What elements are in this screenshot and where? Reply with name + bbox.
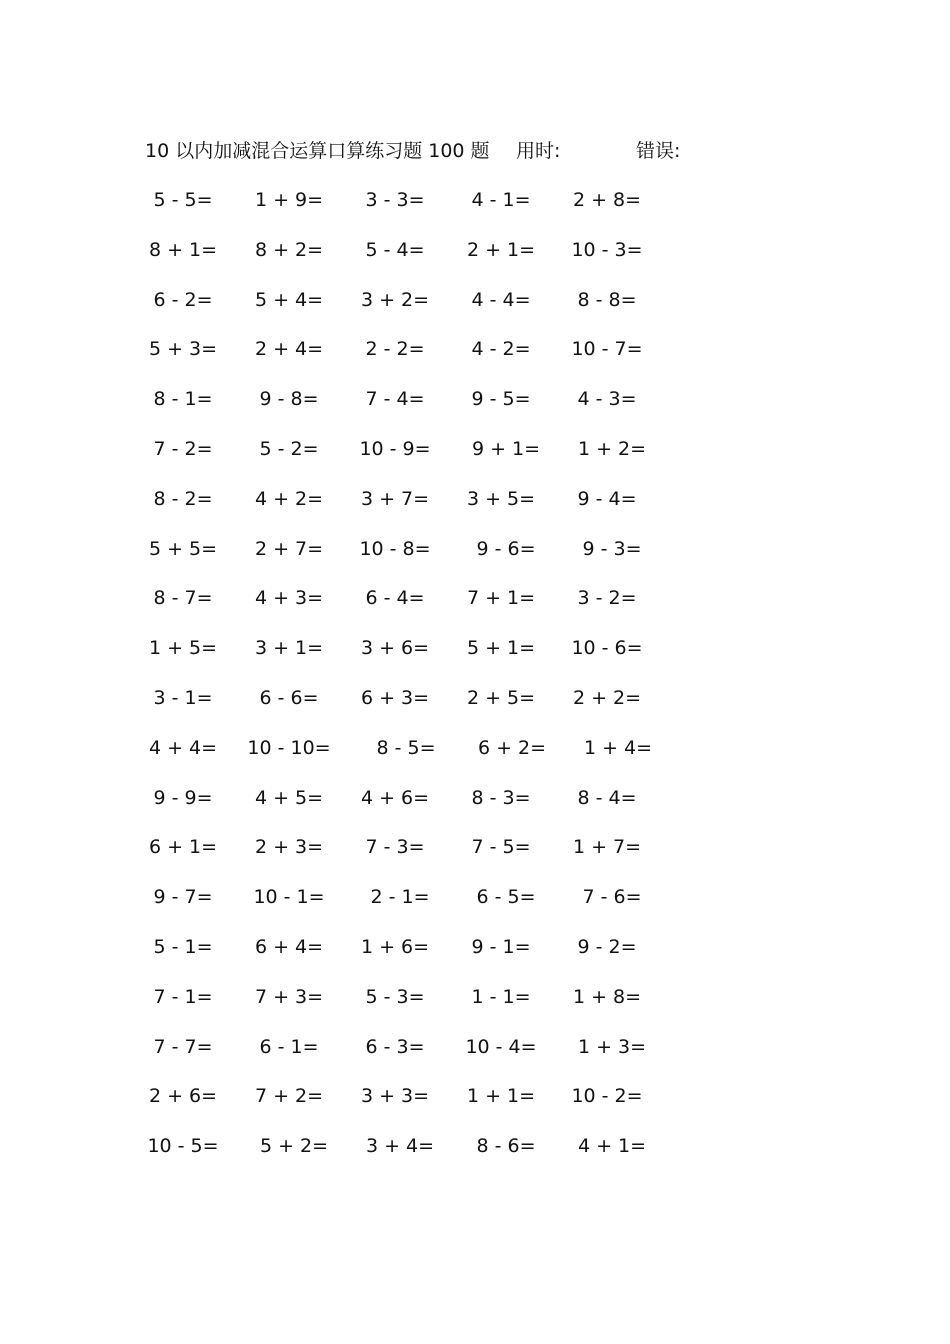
problem-row xyxy=(128,1080,688,1130)
math-problem: 8 - 2= xyxy=(153,487,213,510)
math-problem: 7 + 3= xyxy=(254,985,324,1008)
math-problem: 6 + 2= xyxy=(477,736,547,759)
math-problem: 10 - 10= xyxy=(247,736,331,759)
math-problem: 1 + 9= xyxy=(254,189,324,211)
math-problem: 5 + 2= xyxy=(259,1135,329,1158)
math-problem: 2 + 6= xyxy=(148,1085,218,1108)
math-problem: 6 + 1= xyxy=(148,836,218,859)
math-problem: 2 - 1= xyxy=(370,886,430,909)
math-problem: 5 + 3= xyxy=(148,338,218,361)
math-problem: 8 - 7= xyxy=(153,587,213,610)
math-problem: 8 + 1= xyxy=(148,238,218,261)
problem-row xyxy=(128,533,688,583)
math-problem: 8 - 3= xyxy=(471,786,531,809)
math-problem: 7 - 6= xyxy=(582,886,642,909)
math-problem: 4 + 3= xyxy=(254,587,324,610)
math-problem: 5 - 2= xyxy=(259,437,319,460)
math-problem: 5 - 1= xyxy=(153,935,213,958)
problem-row xyxy=(128,732,688,782)
math-problem: 7 - 7= xyxy=(153,1035,213,1058)
math-problem: 8 + 2= xyxy=(254,238,324,261)
math-problem: 7 + 1= xyxy=(466,587,536,610)
math-problem: 3 + 5= xyxy=(466,487,536,510)
math-problem: 4 + 1= xyxy=(577,1135,647,1158)
math-problem: 6 - 3= xyxy=(365,1035,425,1058)
math-problem: 1 + 4= xyxy=(583,736,653,759)
math-problem: 5 - 5= xyxy=(153,189,213,211)
math-problem: 8 - 6= xyxy=(476,1135,536,1158)
math-problem: 9 - 5= xyxy=(471,388,531,411)
problem-row xyxy=(128,483,688,533)
math-problem: 9 - 7= xyxy=(153,886,213,909)
math-problem: 9 - 9= xyxy=(153,786,213,809)
math-problem: 3 - 2= xyxy=(577,587,637,610)
math-problem: 10 - 6= xyxy=(571,637,643,660)
math-problem: 8 - 1= xyxy=(153,388,213,411)
math-problem: 6 - 2= xyxy=(153,288,213,311)
math-problem: 5 - 3= xyxy=(365,985,425,1008)
math-problem: 3 + 4= xyxy=(365,1135,435,1158)
math-problem: 9 - 1= xyxy=(471,935,531,958)
math-problem: 10 - 9= xyxy=(359,437,431,460)
problem-row xyxy=(128,184,688,234)
math-problem: 3 - 3= xyxy=(365,189,425,211)
math-problem: 2 + 4= xyxy=(254,338,324,361)
problem-row xyxy=(128,632,688,682)
math-problem: 3 + 6= xyxy=(360,637,430,660)
math-problem: 1 + 1= xyxy=(466,1085,536,1108)
math-problem: 10 - 5= xyxy=(147,1135,219,1158)
problem-row xyxy=(128,782,688,832)
problem-row xyxy=(128,582,688,632)
math-problem: 5 + 5= xyxy=(148,537,218,560)
math-problem: 4 - 2= xyxy=(471,338,531,361)
math-problem: 5 - 4= xyxy=(365,238,425,261)
math-problem: 4 + 6= xyxy=(360,786,430,809)
worksheet-header xyxy=(145,136,785,166)
math-problem: 2 + 5= xyxy=(466,686,536,709)
math-problem: 8 - 8= xyxy=(577,288,637,311)
math-problem: 9 - 6= xyxy=(476,537,536,560)
worksheet-title: 10 以内加减混合运算口算练习题 100 题 xyxy=(145,140,490,162)
math-problem: 7 + 2= xyxy=(254,1085,324,1108)
problem-row xyxy=(128,981,688,1031)
math-problem: 6 - 5= xyxy=(476,886,536,909)
math-problem: 8 - 5= xyxy=(376,736,436,759)
math-problem: 3 - 1= xyxy=(153,686,213,709)
math-problem: 10 - 1= xyxy=(253,886,325,909)
problem-row xyxy=(128,284,688,334)
problem-row xyxy=(128,333,688,383)
math-problem: 6 - 6= xyxy=(259,686,319,709)
math-problem: 9 - 3= xyxy=(582,537,642,560)
problem-row xyxy=(128,1031,688,1081)
math-problem: 9 - 2= xyxy=(577,935,637,958)
problem-row xyxy=(128,682,688,732)
math-problem: 9 - 8= xyxy=(259,388,319,411)
math-problem: 9 - 4= xyxy=(577,487,637,510)
math-problem: 1 - 1= xyxy=(471,985,531,1008)
math-problem: 5 + 4= xyxy=(254,288,324,311)
math-problem: 2 + 1= xyxy=(466,238,536,261)
math-problem: 2 - 2= xyxy=(365,338,425,361)
math-problem: 3 + 2= xyxy=(360,288,430,311)
time-used-label: 用时: xyxy=(516,140,561,162)
math-problem: 10 - 4= xyxy=(465,1035,537,1058)
math-problem: 6 - 4= xyxy=(365,587,425,610)
problem-row xyxy=(128,831,688,881)
math-problem: 7 - 5= xyxy=(471,836,531,859)
math-problem: 3 + 1= xyxy=(254,637,324,660)
math-problem: 4 - 4= xyxy=(471,288,531,311)
math-problem: 7 - 3= xyxy=(365,836,425,859)
math-problem: 4 + 5= xyxy=(254,786,324,809)
math-problem: 10 - 8= xyxy=(359,537,431,560)
math-problem: 1 + 2= xyxy=(577,437,647,460)
math-problem: 2 + 7= xyxy=(254,537,324,560)
math-problem: 1 + 5= xyxy=(148,637,218,660)
problem-row xyxy=(128,433,688,483)
math-problem: 1 + 6= xyxy=(360,935,430,958)
math-problem: 2 + 3= xyxy=(254,836,324,859)
math-problem: 2 + 2= xyxy=(572,686,642,709)
math-problem: 3 + 3= xyxy=(360,1085,430,1108)
math-problem: 2 + 8= xyxy=(572,189,642,211)
problem-row xyxy=(128,1130,688,1180)
math-problem: 6 + 3= xyxy=(360,686,430,709)
math-problem: 7 - 1= xyxy=(153,985,213,1008)
problem-grid xyxy=(128,184,688,1180)
math-problem: 1 + 3= xyxy=(577,1035,647,1058)
errors-label: 错误: xyxy=(636,140,681,162)
math-problem: 6 - 1= xyxy=(259,1035,319,1058)
math-problem: 7 - 2= xyxy=(153,437,213,460)
math-problem: 10 - 3= xyxy=(571,238,643,261)
problem-row xyxy=(128,931,688,981)
math-problem: 8 - 4= xyxy=(577,786,637,809)
math-problem: 1 + 7= xyxy=(572,836,642,859)
math-problem: 6 + 4= xyxy=(254,935,324,958)
math-problem: 10 - 7= xyxy=(571,338,643,361)
math-problem: 3 + 7= xyxy=(360,487,430,510)
math-problem: 7 - 4= xyxy=(365,388,425,411)
math-problem: 9 + 1= xyxy=(471,437,541,460)
math-problem: 4 + 2= xyxy=(254,487,324,510)
math-problem: 4 - 1= xyxy=(471,189,531,211)
math-problem: 1 + 8= xyxy=(572,985,642,1008)
math-problem: 4 + 4= xyxy=(148,736,218,759)
math-problem: 4 - 3= xyxy=(577,388,637,411)
math-problem: 5 + 1= xyxy=(466,637,536,660)
math-problem: 10 - 2= xyxy=(571,1085,643,1108)
problem-row xyxy=(128,881,688,931)
problem-row xyxy=(128,234,688,284)
problem-row xyxy=(128,383,688,433)
